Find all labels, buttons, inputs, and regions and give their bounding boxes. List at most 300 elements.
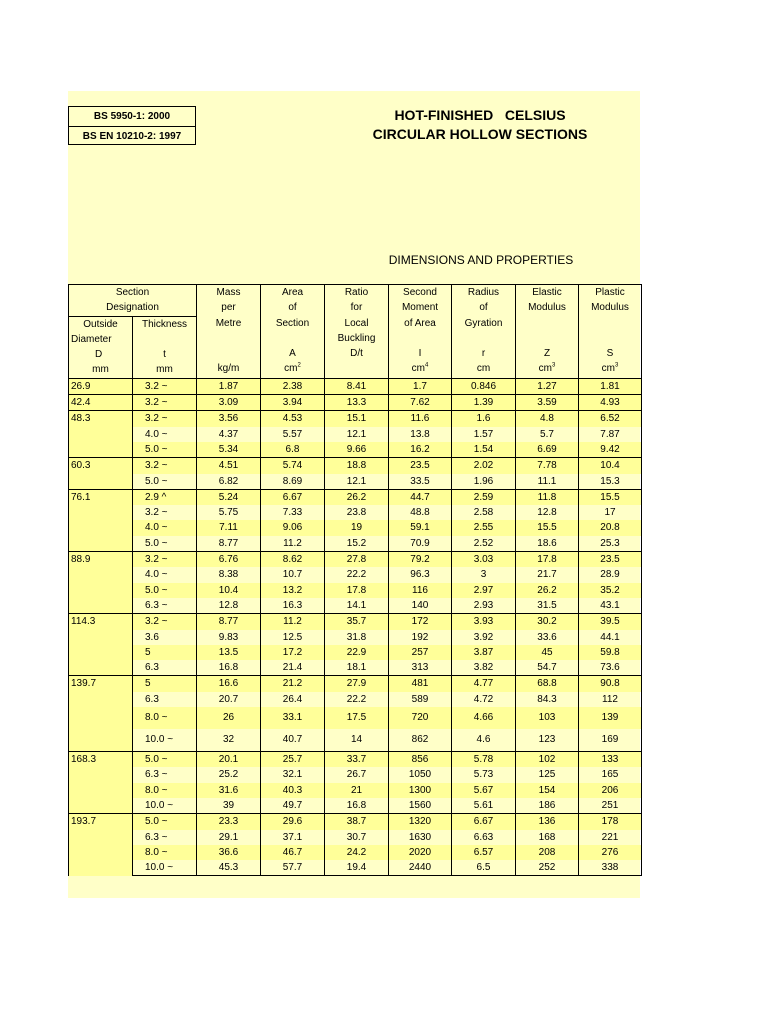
cell-mass: 25.2	[197, 767, 261, 782]
cell-plastic: 9.42	[579, 442, 642, 458]
cell-mass: 16.8	[197, 660, 261, 676]
cell-area: 37.1	[261, 830, 325, 845]
standards-box	[68, 106, 196, 145]
cell-elastic: 5.7	[516, 427, 579, 442]
cell-mass: 20.7	[197, 692, 261, 707]
cell-area: 21.2	[261, 676, 325, 692]
cell-plastic: 73.6	[579, 660, 642, 676]
cell-second-moment: 1320	[389, 814, 452, 830]
cell-plastic: 90.8	[579, 676, 642, 692]
header-ratio: Ratio for Local Buckling D/t	[325, 285, 389, 379]
cell-outside-diameter: 88.9	[69, 552, 133, 614]
cell-ratio: 21	[325, 783, 389, 798]
cell-ratio: 22.9	[325, 645, 389, 660]
cell-thickness: 3.2 ~	[133, 378, 197, 394]
cell-thickness: 5.0 ~	[133, 814, 197, 830]
table-row	[69, 845, 642, 860]
cell-thickness: 5.0 ~	[133, 442, 197, 458]
cell-radius: 3.93	[452, 614, 516, 630]
cell-thickness: 4.0 ~	[133, 567, 197, 582]
cell-ratio: 19	[325, 520, 389, 535]
cell-ratio: 17.5	[325, 707, 389, 729]
cell-elastic: 33.6	[516, 630, 579, 645]
cell-ratio: 8.41	[325, 378, 389, 394]
cell-radius: 3.92	[452, 630, 516, 645]
cell-area: 40.3	[261, 783, 325, 798]
cell-mass: 36.6	[197, 845, 261, 860]
cell-area: 46.7	[261, 845, 325, 860]
cell-thickness: 8.0 ~	[133, 845, 197, 860]
cell-second-moment: 11.6	[389, 411, 452, 427]
cell-radius: 2.97	[452, 583, 516, 598]
page-title	[340, 106, 620, 144]
cell-plastic: 139	[579, 707, 642, 729]
table-row	[69, 411, 642, 427]
cell-plastic: 7.87	[579, 427, 642, 442]
cell-radius: 1.96	[452, 474, 516, 490]
cell-radius: 1.39	[452, 395, 516, 411]
cell-mass: 4.37	[197, 427, 261, 442]
table-row	[69, 458, 642, 474]
cell-thickness: 5	[133, 645, 197, 660]
cell-elastic: 11.1	[516, 474, 579, 490]
cell-radius: 0.846	[452, 378, 516, 394]
cell-thickness: 5.0 ~	[133, 536, 197, 552]
cell-elastic: 208	[516, 845, 579, 860]
header-second-moment: Second Moment of Area I $cm^4$	[389, 285, 452, 379]
cell-thickness: 5.0 ~	[133, 474, 197, 490]
cell-second-moment: 862	[389, 729, 452, 752]
cell-second-moment: 2440	[389, 860, 452, 876]
cell-thickness: 6.3 ~	[133, 830, 197, 845]
cell-thickness: 10.0 ~	[133, 860, 197, 876]
table-row	[69, 583, 642, 598]
table-row	[69, 552, 642, 568]
cell-plastic: 20.8	[579, 520, 642, 535]
cell-area: 57.7	[261, 860, 325, 876]
cell-elastic: 15.5	[516, 520, 579, 535]
cell-elastic: 186	[516, 798, 579, 814]
cell-plastic: 28.9	[579, 567, 642, 582]
cell-plastic: 23.5	[579, 552, 642, 568]
cell-radius: 6.67	[452, 814, 516, 830]
cell-thickness: 10.0 ~	[133, 729, 197, 752]
cell-elastic: 168	[516, 830, 579, 845]
cell-ratio: 14.1	[325, 598, 389, 614]
cell-second-moment: 33.5	[389, 474, 452, 490]
cell-radius: 4.77	[452, 676, 516, 692]
cell-plastic: 133	[579, 752, 642, 768]
cell-area: 21.4	[261, 660, 325, 676]
cell-radius: 1.54	[452, 442, 516, 458]
cell-plastic: 338	[579, 860, 642, 876]
cell-plastic: 35.2	[579, 583, 642, 598]
cell-second-moment: 1300	[389, 783, 452, 798]
table-row	[69, 614, 642, 630]
table-row	[69, 692, 642, 707]
cell-outside-diameter: 76.1	[69, 489, 133, 551]
table-row	[69, 752, 642, 768]
cell-second-moment: 257	[389, 645, 452, 660]
cell-area: 8.62	[261, 552, 325, 568]
cell-elastic: 3.59	[516, 395, 579, 411]
cell-ratio: 18.1	[325, 660, 389, 676]
cell-plastic: 15.3	[579, 474, 642, 490]
cell-second-moment: 481	[389, 676, 452, 692]
cell-area: 40.7	[261, 729, 325, 752]
cell-mass: 31.6	[197, 783, 261, 798]
cell-ratio: 23.8	[325, 505, 389, 520]
cell-second-moment: 2020	[389, 845, 452, 860]
cell-mass: 5.24	[197, 489, 261, 505]
cell-mass: 4.51	[197, 458, 261, 474]
cell-elastic: 68.8	[516, 676, 579, 692]
cell-second-moment: 140	[389, 598, 452, 614]
table-row	[69, 536, 642, 552]
cell-ratio: 33.7	[325, 752, 389, 768]
cell-radius: 4.66	[452, 707, 516, 729]
cell-plastic: 10.4	[579, 458, 642, 474]
cell-elastic: 1.27	[516, 378, 579, 394]
page-subtitle: DIMENSIONS AND PROPERTIES	[388, 253, 574, 267]
cell-ratio: 26.7	[325, 767, 389, 782]
table-row	[69, 598, 642, 614]
cell-area: 13.2	[261, 583, 325, 598]
cell-ratio: 30.7	[325, 830, 389, 845]
table-body	[69, 378, 642, 876]
cell-outside-diameter: 168.3	[69, 752, 133, 814]
cell-thickness: 3.2 ~	[133, 458, 197, 474]
cell-thickness: 4.0 ~	[133, 427, 197, 442]
cell-area: 8.69	[261, 474, 325, 490]
cell-second-moment: 44.7	[389, 489, 452, 505]
cell-area: 11.2	[261, 536, 325, 552]
cell-outside-diameter: 193.7	[69, 814, 133, 876]
properties-table	[68, 284, 642, 876]
cell-elastic: 102	[516, 752, 579, 768]
cell-plastic: 43.1	[579, 598, 642, 614]
cell-thickness: 6.3	[133, 660, 197, 676]
cell-thickness: 3.2 ~	[133, 552, 197, 568]
cell-second-moment: 313	[389, 660, 452, 676]
table-row	[69, 489, 642, 505]
cell-plastic: 15.5	[579, 489, 642, 505]
cell-radius: 5.73	[452, 767, 516, 782]
cell-thickness: 5.0 ~	[133, 583, 197, 598]
cell-area: 10.7	[261, 567, 325, 582]
cell-ratio: 35.7	[325, 614, 389, 630]
table-row	[69, 860, 642, 876]
table-row	[69, 707, 642, 729]
table-row	[69, 660, 642, 676]
header-elastic: Elastic Modulus Z $cm^3$	[516, 285, 579, 379]
table-row	[69, 783, 642, 798]
cell-area: 4.53	[261, 411, 325, 427]
cell-plastic: 17	[579, 505, 642, 520]
cell-second-moment: 16.2	[389, 442, 452, 458]
cell-elastic: 103	[516, 707, 579, 729]
cell-ratio: 15.2	[325, 536, 389, 552]
table-row	[69, 567, 642, 582]
cell-ratio: 31.8	[325, 630, 389, 645]
cell-plastic: 6.52	[579, 411, 642, 427]
cell-outside-diameter: 139.7	[69, 676, 133, 752]
cell-elastic: 7.78	[516, 458, 579, 474]
cell-plastic: 59.8	[579, 645, 642, 660]
cell-thickness: 3.2 ~	[133, 395, 197, 411]
table-row	[69, 442, 642, 458]
cell-plastic: 1.81	[579, 378, 642, 394]
cell-ratio: 19.4	[325, 860, 389, 876]
cell-thickness: 3.2 ~	[133, 614, 197, 630]
cell-mass: 5.34	[197, 442, 261, 458]
cell-area: 29.6	[261, 814, 325, 830]
cell-thickness: 8.0 ~	[133, 707, 197, 729]
cell-thickness: 2.9 ^	[133, 489, 197, 505]
cell-mass: 8.77	[197, 536, 261, 552]
cell-mass: 6.82	[197, 474, 261, 490]
cell-second-moment: 59.1	[389, 520, 452, 535]
cell-radius: 3.82	[452, 660, 516, 676]
cell-plastic: 276	[579, 845, 642, 860]
cell-second-moment: 172	[389, 614, 452, 630]
cell-elastic: 84.3	[516, 692, 579, 707]
cell-elastic: 54.7	[516, 660, 579, 676]
cell-thickness: 5	[133, 676, 197, 692]
header-area: Area of Section A $cm^2$	[261, 285, 325, 379]
cell-area: 25.7	[261, 752, 325, 768]
cell-second-moment: 1560	[389, 798, 452, 814]
cell-elastic: 31.5	[516, 598, 579, 614]
cell-elastic: 6.69	[516, 442, 579, 458]
standard-bsen10210: BS EN 10210-2: 1997	[69, 126, 195, 146]
cell-second-moment: 192	[389, 630, 452, 645]
cell-mass: 9.83	[197, 630, 261, 645]
cell-area: 5.74	[261, 458, 325, 474]
cell-area: 3.94	[261, 395, 325, 411]
cell-radius: 1.6	[452, 411, 516, 427]
cell-ratio: 38.7	[325, 814, 389, 830]
cell-plastic: 44.1	[579, 630, 642, 645]
cell-second-moment: 48.8	[389, 505, 452, 520]
title-line-1: HOT-FINISHED CELSIUS	[394, 107, 566, 123]
table-row	[69, 830, 642, 845]
cell-thickness: 3.2 ~	[133, 505, 197, 520]
cell-area: 9.06	[261, 520, 325, 535]
table-row	[69, 798, 642, 814]
table-row	[69, 814, 642, 830]
cell-plastic: 221	[579, 830, 642, 845]
cell-thickness: 8.0 ~	[133, 783, 197, 798]
cell-elastic: 21.7	[516, 567, 579, 582]
cell-mass: 3.56	[197, 411, 261, 427]
cell-ratio: 27.9	[325, 676, 389, 692]
cell-ratio: 22.2	[325, 692, 389, 707]
cell-area: 32.1	[261, 767, 325, 782]
cell-thickness: 6.3 ~	[133, 598, 197, 614]
cell-second-moment: 96.3	[389, 567, 452, 582]
cell-radius: 6.63	[452, 830, 516, 845]
cell-second-moment: 23.5	[389, 458, 452, 474]
cell-mass: 12.8	[197, 598, 261, 614]
cell-area: 7.33	[261, 505, 325, 520]
cell-ratio: 27.8	[325, 552, 389, 568]
cell-radius: 2.93	[452, 598, 516, 614]
cell-area: 12.5	[261, 630, 325, 645]
cell-area: 11.2	[261, 614, 325, 630]
cell-elastic: 45	[516, 645, 579, 660]
cell-elastic: 18.6	[516, 536, 579, 552]
table-row	[69, 395, 642, 411]
cell-thickness: 4.0 ~	[133, 520, 197, 535]
cell-radius: 2.55	[452, 520, 516, 535]
table-row	[69, 729, 642, 752]
cell-elastic: 154	[516, 783, 579, 798]
cell-elastic: 123	[516, 729, 579, 752]
cell-ratio: 26.2	[325, 489, 389, 505]
cell-second-moment: 1.7	[389, 378, 452, 394]
cell-ratio: 16.8	[325, 798, 389, 814]
cell-ratio: 9.66	[325, 442, 389, 458]
cell-mass: 6.76	[197, 552, 261, 568]
cell-plastic: 206	[579, 783, 642, 798]
cell-ratio: 24.2	[325, 845, 389, 860]
cell-area: 17.2	[261, 645, 325, 660]
cell-radius: 3.87	[452, 645, 516, 660]
table-row	[69, 645, 642, 660]
cell-area: 6.67	[261, 489, 325, 505]
cell-ratio: 15.1	[325, 411, 389, 427]
cell-area: 16.3	[261, 598, 325, 614]
cell-elastic: 4.8	[516, 411, 579, 427]
cell-ratio: 22.2	[325, 567, 389, 582]
cell-mass: 16.6	[197, 676, 261, 692]
cell-plastic: 178	[579, 814, 642, 830]
cell-elastic: 136	[516, 814, 579, 830]
cell-thickness: 6.3	[133, 692, 197, 707]
cell-area: 5.57	[261, 427, 325, 442]
cell-ratio: 12.1	[325, 427, 389, 442]
cell-second-moment: 589	[389, 692, 452, 707]
table-row	[69, 474, 642, 490]
cell-mass: 13.5	[197, 645, 261, 660]
cell-plastic: 169	[579, 729, 642, 752]
cell-mass: 7.11	[197, 520, 261, 535]
cell-radius: 3	[452, 567, 516, 582]
cell-radius: 2.02	[452, 458, 516, 474]
cell-second-moment: 13.8	[389, 427, 452, 442]
cell-radius: 4.6	[452, 729, 516, 752]
cell-mass: 29.1	[197, 830, 261, 845]
cell-area: 49.7	[261, 798, 325, 814]
header-radius: Radius of Gyration r cm	[452, 285, 516, 379]
title-line-2: CIRCULAR HOLLOW SECTIONS	[372, 126, 588, 142]
cell-mass: 1.87	[197, 378, 261, 394]
cell-plastic: 4.93	[579, 395, 642, 411]
cell-radius: 6.5	[452, 860, 516, 876]
cell-mass: 5.75	[197, 505, 261, 520]
cell-second-moment: 7.62	[389, 395, 452, 411]
cell-ratio: 18.8	[325, 458, 389, 474]
table-row	[69, 427, 642, 442]
header-plastic: Plastic Modulus S $cm^3$	[579, 285, 642, 379]
header-outside-diameter: Outside Diameter D mm	[69, 316, 133, 378]
cell-ratio: 13.3	[325, 395, 389, 411]
table-row	[69, 630, 642, 645]
cell-second-moment: 856	[389, 752, 452, 768]
cell-radius: 2.58	[452, 505, 516, 520]
table-row	[69, 505, 642, 520]
header-thickness: Thickness t mm	[133, 316, 197, 378]
cell-thickness: 6.3 ~	[133, 767, 197, 782]
cell-area: 2.38	[261, 378, 325, 394]
cell-mass: 39	[197, 798, 261, 814]
cell-outside-diameter: 48.3	[69, 411, 133, 458]
cell-elastic: 125	[516, 767, 579, 782]
cell-ratio: 14	[325, 729, 389, 752]
cell-outside-diameter: 60.3	[69, 458, 133, 490]
table-row	[69, 520, 642, 535]
header-mass: Mass per Metre kg/m	[197, 285, 261, 379]
cell-radius: 5.67	[452, 783, 516, 798]
cell-radius: 2.52	[452, 536, 516, 552]
cell-second-moment: 70.9	[389, 536, 452, 552]
cell-plastic: 25.3	[579, 536, 642, 552]
cell-area: 26.4	[261, 692, 325, 707]
header-section-designation: Section Designation	[69, 285, 197, 317]
cell-ratio: 12.1	[325, 474, 389, 490]
cell-thickness: 3.6	[133, 630, 197, 645]
cell-thickness: 3.2 ~	[133, 411, 197, 427]
table-row	[69, 676, 642, 692]
cell-elastic: 30.2	[516, 614, 579, 630]
cell-radius: 3.03	[452, 552, 516, 568]
cell-elastic: 252	[516, 860, 579, 876]
cell-second-moment: 1050	[389, 767, 452, 782]
cell-plastic: 112	[579, 692, 642, 707]
cell-radius: 6.57	[452, 845, 516, 860]
table-row	[69, 767, 642, 782]
cell-elastic: 17.8	[516, 552, 579, 568]
cell-plastic: 251	[579, 798, 642, 814]
cell-thickness: 5.0 ~	[133, 752, 197, 768]
cell-mass: 32	[197, 729, 261, 752]
cell-thickness: 10.0 ~	[133, 798, 197, 814]
cell-ratio: 17.8	[325, 583, 389, 598]
cell-area: 6.8	[261, 442, 325, 458]
cell-second-moment: 720	[389, 707, 452, 729]
standard-bs5950: BS 5950-1: 2000	[93, 111, 171, 122]
cell-mass: 26	[197, 707, 261, 729]
cell-radius: 2.59	[452, 489, 516, 505]
cell-outside-diameter: 42.4	[69, 395, 133, 411]
cell-mass: 23.3	[197, 814, 261, 830]
cell-mass: 3.09	[197, 395, 261, 411]
cell-mass: 8.77	[197, 614, 261, 630]
cell-elastic: 12.8	[516, 505, 579, 520]
cell-radius: 1.57	[452, 427, 516, 442]
cell-radius: 4.72	[452, 692, 516, 707]
cell-mass: 20.1	[197, 752, 261, 768]
cell-second-moment: 1630	[389, 830, 452, 845]
cell-mass: 10.4	[197, 583, 261, 598]
cell-second-moment: 116	[389, 583, 452, 598]
cell-elastic: 11.8	[516, 489, 579, 505]
table-row	[69, 378, 642, 394]
cell-elastic: 26.2	[516, 583, 579, 598]
cell-area: 33.1	[261, 707, 325, 729]
cell-mass: 8.38	[197, 567, 261, 582]
